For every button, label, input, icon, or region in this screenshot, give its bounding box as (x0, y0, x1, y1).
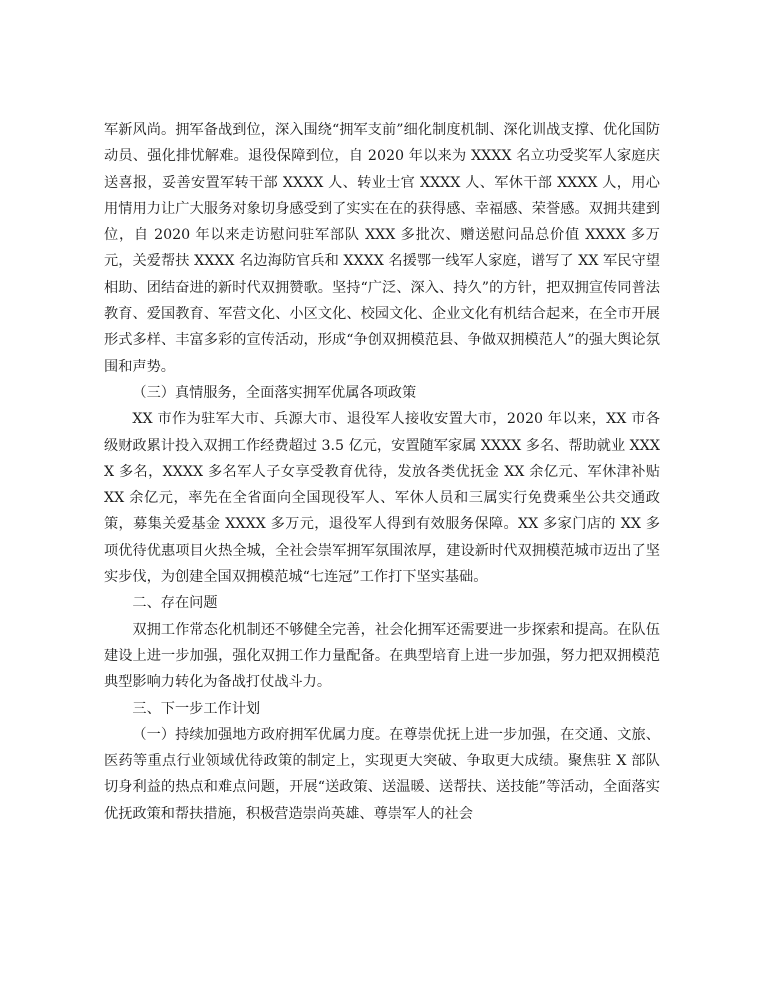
section-heading-3: （三）真情服务，全面落实拥军优属各项政策 (132, 384, 417, 401)
section-heading-problems: 二、存在问题 (132, 595, 218, 612)
paragraph-next-plan: （一）持续加强地方政府拥军优属力度。在尊崇优抚上进一步加强，在交通、文旅、医药等重点行业领域优待政策的制定上，实现更大突破、争取更大成绩。聚焦驻 X 部队切身利益的热点和难点问题，开展“送政策、送温暖、送帮扶、送技能”等活动，全面落实优抚政策和帮扶措施，积极营造崇尚英雄、尊崇军人的社会 (104, 726, 660, 822)
document-body (104, 117, 660, 827)
section-heading-next-plan: 三、下一步工作计划 (132, 700, 261, 717)
paragraph-continuation: 军新风尚。拥军备战到位，深入围绕“拥军支前”细化制度机制、深化训战支撑、优化国防动员、强化排忧解难。退役保障到位，自 2020 年以来为 XXXX 名立功受奖军人家庭庆送喜报，妥善安置军转干部 XXXX 人、转业士官 XXXX 人、军休干部 XXXX 人，用心用情用力让广大服务对象切身感受到了实实在在的获得感、幸福感、荣誉感。双拥共建到位，自 2020 年以来走访慰问驻军部队 XXX 多批次、赠送慰问品总价值 XXXX 多万元，关爱帮扶 XXXX 名边海防官兵和 XXXX 名援鄂一线军人家庭，谱写了 XX 军民守望相助、团结奋进的新时代双拥赞歌。坚持“广泛、深入、持久”的方针，把双拥宣传同普法教育、爱国教育、军营文化、小区文化、校园文化、企业文化有机结合起来，在全市开展形式多样、丰富多彩的宣传活动，形成“争创双拥模范县、争做双拥模范人”的强大舆论氛围和声势。 (104, 122, 660, 375)
paragraph-policy: XX 市作为驻军大市、兵源大市、退役军人接收安置大市，2020 年以来，XX 市各级财政累计投入双拥工作经费超过 3.5 亿元，安置随军家属 XXXX 多名、帮助就业 XXXX 多名，XXXX 多名军人子女享受教育优待，发放各类优抚金 XX 余亿元、军休津补贴 XX 余亿元，率先在全省面向全国现役军人、军休人员和三属实行免费乘坐公共交通政策，募集关爱基金 XXXX 多万元，退役军人得到有效服务保障。XX 多家门店的 XX 多项优待优惠项目火热全城，全社会崇军拥军氛围浓厚，建设新时代双拥模范城市迈出了坚实步伐，为创建全国双拥模范城“七连冠”工作打下坚实基础。 (104, 411, 660, 586)
paragraph-problems: 双拥工作常态化机制还不够健全完善，社会化拥军还需要进一步探索和提高。在队伍建设上进一步加强，强化双拥工作力量配备。在典型培育上进一步加强，努力把双拥模范典型影响力转化为备战打仗战斗力。 (104, 621, 660, 691)
